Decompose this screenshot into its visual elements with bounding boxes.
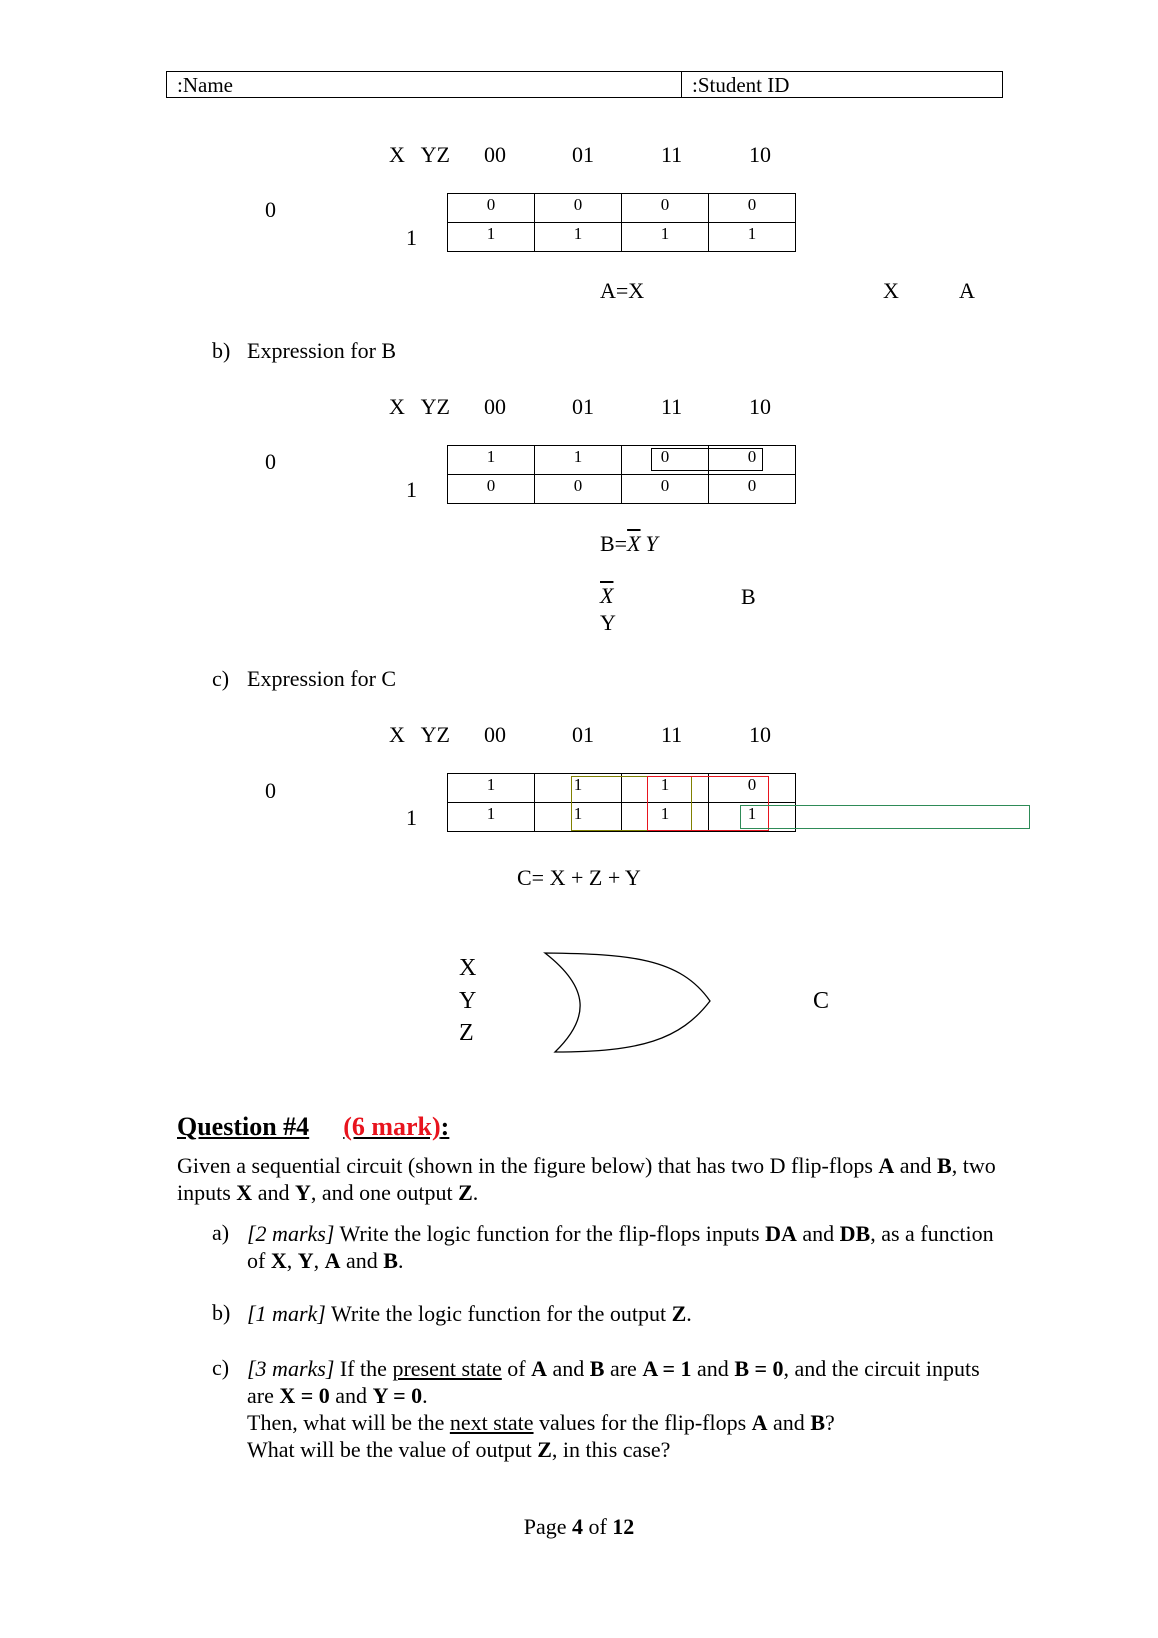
kmap-a-col-10: 10 [749,142,771,167]
kmap-c-col-00: 00 [484,722,506,747]
part-c-b-equals-0: B = 0 [734,1356,784,1381]
footer-page-word: Page [523,1514,567,1539]
intro-text: , and one output [310,1180,459,1205]
kmap-b-row-1: 1 [406,477,417,502]
kmap-a-row [448,194,796,223]
kmap-c-col-10: 10 [749,722,771,747]
intro-b: B [937,1153,952,1178]
gate-b-output: B [741,584,756,609]
kmap-a-cell: 1 [622,223,709,252]
kmap-b-cell: 1 [448,446,535,475]
kmap-a-cell: 1 [709,223,796,252]
part-c-b2: B [810,1410,825,1435]
gate-a-input: X [883,278,899,303]
kmap-b-cell: 0 [448,475,535,504]
part-a-text-seg: and [340,1248,384,1273]
part-c-next-state: next state [449,1410,534,1435]
kmap-a-xyz-label: X YZ [389,142,450,167]
part-c-text-seg: If the [334,1356,393,1381]
part-c-text-seg: and [691,1356,735,1381]
part-c-a2: A [751,1410,768,1435]
kmap-c-cell: 1 [448,774,535,803]
part-c-text-seg: , in this case? [551,1437,671,1462]
question-4-number: Question #4 [177,1112,310,1141]
part-c-a: A [531,1356,548,1381]
intro-x: X [236,1180,253,1205]
kmap-b-col-11: 11 [661,394,683,419]
intro-text: and [894,1153,938,1178]
kmap-a-row-0: 0 [265,197,276,222]
kmap-a-cell: 0 [448,194,535,223]
part-a-y: Y [297,1248,314,1273]
kmap-c-col-11: 11 [661,722,683,747]
part-c-present-state: present state [392,1356,502,1381]
kmap-b-group-box [651,448,763,471]
intro-a: A [878,1153,895,1178]
expression-b-y: Y [645,531,658,556]
kmap-c-cell: 0 [709,774,796,803]
part-c-text-seg: ? [825,1410,835,1435]
kmap-c-cell: 1 [448,803,535,832]
part-c-text-seg: and [767,1410,811,1435]
gate-a-output: A [959,278,975,303]
part-c-text-seg: . [422,1383,428,1408]
part-a-text-seg: , [286,1248,298,1273]
footer-page-number: 4 [571,1514,583,1539]
part-a-a: A [324,1248,341,1273]
part-c-text-seg: are [604,1356,643,1381]
student-id-label: :Student ID [692,73,790,97]
part-a-text-seg: . [397,1248,404,1273]
intro-text: and [252,1180,295,1205]
intro-text: , two inputs [177,1153,996,1205]
part-b-text-seg: . [686,1301,692,1326]
kmap-c-row-1: 1 [406,805,417,830]
expression-a: A=X [600,278,645,303]
kmap-a-col-01: 01 [572,142,594,167]
kmap-c-cell: 1 [709,803,796,832]
intro-y: Y [294,1180,311,1205]
kmap-b-cell: 0 [622,475,709,504]
or-gate-icon [540,948,720,1058]
kmap-c-col-01: 01 [572,722,594,747]
expression-b-prefix: B= [600,531,628,556]
kmap-b-cell: 0 [622,446,709,475]
kmap-b-cell: 0 [709,446,796,475]
kmap-c-label: Expression for C [247,666,397,691]
intro-z: Z [458,1180,473,1205]
kmap-a-grid [447,193,796,252]
kmap-b-cell: 0 [709,475,796,504]
kmap-a-cell: 1 [535,223,622,252]
part-a-da: DA [765,1221,797,1246]
gate-c-input-y: Y [459,988,477,1014]
gate-c-input-z: Z [459,1020,474,1046]
part-c-line-1 [247,1355,987,1409]
kmap-b-row [448,475,796,504]
gate-c-output: C [813,988,830,1014]
part-a-text-seg: Write the logic function for the flip-flops inputs [334,1221,766,1246]
gate-c-input-x: X [459,955,477,981]
part-a-text-seg: and [796,1221,840,1246]
part-c-x-equals-0: X = 0 [279,1383,330,1408]
part-c-marks: [3 marks] [247,1356,335,1381]
part-c-text-seg: and [329,1383,373,1408]
part-c-y-equals-0: Y = 0 [372,1383,423,1408]
kmap-c-cell: 1 [535,803,622,832]
part-a-letter: a) [212,1220,230,1245]
expression-b-xbar: $\overline{X}$ [627,531,641,556]
kmap-b-cell: 0 [535,475,622,504]
kmap-c-row-0: 0 [265,778,276,803]
intro-text: . [472,1180,479,1205]
part-a-db: DB [839,1221,871,1246]
question-4-title [177,1112,461,1142]
expression-b [600,531,658,557]
part-c-text-seg: What will be the value of output [247,1437,538,1462]
kmap-a-cell: 1 [448,223,535,252]
part-c-text-seg: , and the circuit inputs are [247,1356,980,1408]
kmap-b-cell: 1 [535,446,622,475]
part-a-b: B [383,1248,398,1273]
part-c-text-seg: of [501,1356,532,1381]
kmap-b-col-10: 10 [749,394,771,419]
kmap-c-group-green [740,805,1030,829]
name-label: :Name [177,73,233,97]
part-c-line-2 [247,1409,987,1436]
part-c-a-equals-1: A = 1 [642,1356,692,1381]
part-c-line-3 [247,1436,987,1463]
part-c-text-seg: and [547,1356,590,1381]
question-4-intro [177,1152,997,1206]
kmap-c-cell: 1 [622,803,709,832]
kmap-a-col-00: 00 [484,142,506,167]
part-c-text [247,1355,987,1463]
kmap-c-cell: 1 [535,774,622,803]
kmap-a-cell: 0 [622,194,709,223]
kmap-a-row [448,223,796,252]
student-id-box [681,71,1003,98]
question-4-marks: (6 mark) [343,1112,441,1141]
footer-page-total: 12 [612,1514,635,1539]
part-c-letter: c) [212,1355,230,1380]
kmap-c-cell: 1 [622,774,709,803]
part-c-text-seg: values for the flip-flops [533,1410,752,1435]
kmap-a-cell: 0 [709,194,796,223]
part-a-text [247,1220,997,1274]
expression-c: C= X + Z + Y [517,865,641,890]
question-4-colon: : [440,1112,450,1141]
gate-b-input-xbar: $\overline{X}$ [600,583,614,608]
part-b-text-seg: Write the logic function for the output [325,1301,672,1326]
part-a-marks: [2 marks] [247,1221,335,1246]
kmap-b-col-01: 01 [572,394,594,419]
kmap-a-col-11: 11 [661,142,683,167]
kmap-c-xyz-label: X YZ [389,722,450,747]
part-b-letter: b) [212,1300,231,1325]
kmap-b-col-00: 00 [484,394,506,419]
part-a-text-seg: , as a function of [247,1221,994,1273]
part-b-marks: [1 mark] [247,1301,326,1326]
kmap-a-row-1: 1 [406,225,417,250]
name-box [166,71,682,98]
part-b-z: Z [671,1301,687,1326]
kmap-b-label: Expression for B [247,338,397,363]
kmap-b-row-0: 0 [265,449,276,474]
gate-b-input-y: Y [600,610,616,635]
part-c-z: Z [537,1437,552,1462]
kmap-b-label-letter: b) [212,338,231,363]
part-c-text-seg: Then, what will be the [247,1410,450,1435]
kmap-a-cell: 0 [535,194,622,223]
intro-text: Given a sequential circuit (shown in the figure below) that has two D flip-flops [177,1153,879,1178]
part-a-x: X [270,1248,287,1273]
footer-of-word: of [588,1514,607,1539]
kmap-b-xyz-label: X YZ [389,394,450,419]
part-a-text-seg: , [313,1248,325,1273]
page-footer [0,1514,1158,1540]
part-b-text [247,1300,997,1327]
part-c-b: B [589,1356,605,1381]
kmap-c-label-letter: c) [212,666,230,691]
